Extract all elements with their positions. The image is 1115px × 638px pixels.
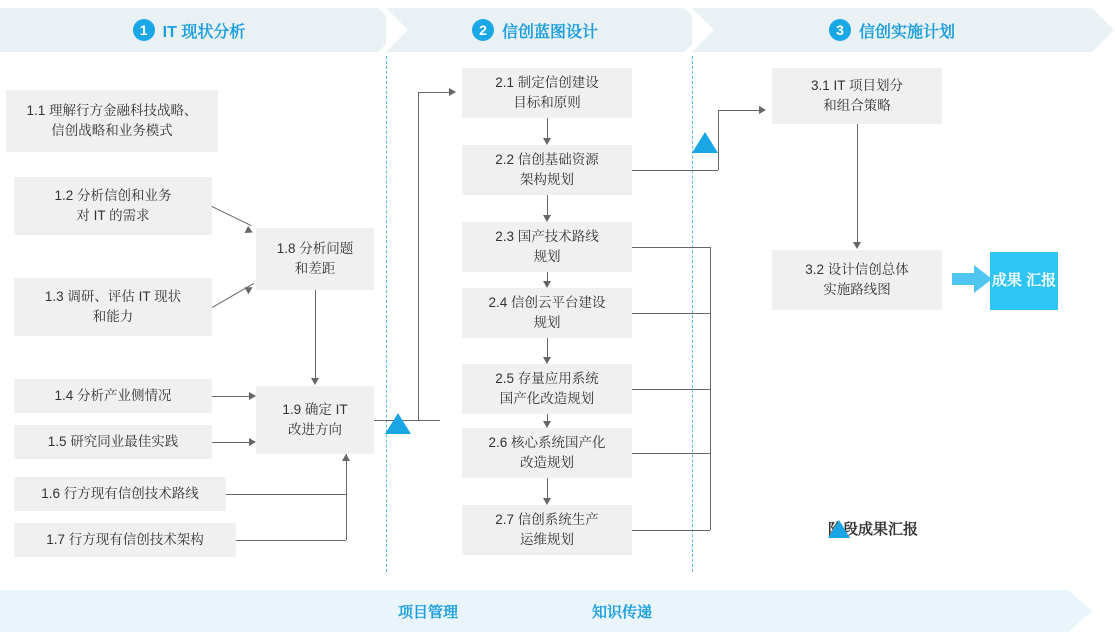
task-2-1-line-2: 目标和原则 xyxy=(513,95,581,110)
legend xyxy=(828,518,918,539)
arrowhead-1-8-to-1-9 xyxy=(311,378,319,385)
phase-2-notch xyxy=(386,8,408,52)
phase-header-2 xyxy=(386,8,684,52)
phase-3-tip xyxy=(1092,8,1114,52)
phase-label-3: 信创实施计划 xyxy=(858,23,955,41)
phase-header-3 xyxy=(692,8,1092,52)
task-2-4-line-1: 2.4 信创云平台建设 xyxy=(488,295,606,311)
arrowhead-2-3-to-2-4 xyxy=(543,281,551,288)
connector-2-4-to-2-5 xyxy=(547,338,548,357)
task-1-7-label: 1.7 行方现有信创技术架构 xyxy=(46,532,204,548)
task-box-2-1[interactable] xyxy=(462,68,632,118)
arrowhead-2-2-to-2-3 xyxy=(543,215,551,222)
connector-to-2-1-h xyxy=(418,92,450,93)
task-box-1-7[interactable] xyxy=(14,523,236,557)
task-1-3-line-1: 1.3 调研、评估 IT 现状 xyxy=(44,289,182,305)
task-box-1-1[interactable] xyxy=(6,90,218,152)
phase-label-2: 信创蓝图设计 xyxy=(501,23,598,41)
bottom-band xyxy=(0,590,1115,632)
stub-2-4-right xyxy=(632,313,710,314)
task-2-4-line-2: 规划 xyxy=(533,315,561,330)
task-box-2-2[interactable] xyxy=(462,145,632,195)
task-1-4-label: 1.4 分析产业侧情况 xyxy=(54,388,172,404)
connector-1-8-to-1-9 xyxy=(315,290,316,378)
task-box-2-3[interactable] xyxy=(462,222,632,272)
phase-number-3: 3 xyxy=(829,19,851,41)
task-2-2-line-2: 架构规划 xyxy=(520,172,574,187)
phase-number-1: 1 xyxy=(133,19,155,41)
arrowhead-1-5-to-1-9 xyxy=(249,438,256,446)
legend-label: 阶段成果汇报 xyxy=(828,521,919,538)
phase-header-band xyxy=(0,8,1115,52)
task-box-1-8[interactable] xyxy=(256,228,374,290)
task-2-6-line-2: 改造规划 xyxy=(520,455,574,470)
milestone-triangle-phase2 xyxy=(692,132,718,153)
phase-3-notch xyxy=(692,8,714,52)
connector-2-3-to-2-4 xyxy=(547,272,548,281)
phase2-bus-vertical-lower xyxy=(710,247,711,530)
arrowhead-3-1-to-3-2 xyxy=(853,242,861,249)
stub-2-2-right xyxy=(632,170,718,171)
task-2-5-line-1: 2.5 存量应用系统 xyxy=(495,371,599,387)
task-box-2-5[interactable] xyxy=(462,364,632,414)
arrowhead-2-4-to-2-5 xyxy=(543,357,551,364)
task-2-5-line-2: 国产化改造规划 xyxy=(499,391,595,406)
task-1-1-line-2: 信创战略和业务模式 xyxy=(51,123,173,138)
arrowhead-1-3-to-1-8 xyxy=(244,284,254,294)
task-1-8-line-1: 1.8 分析问题 xyxy=(276,241,354,257)
task-1-9-line-1: 1.9 确定 IT xyxy=(282,402,348,418)
stub-2-3-right xyxy=(632,247,710,248)
task-box-1-5[interactable] xyxy=(14,425,212,459)
connector-3-1-to-3-2 xyxy=(857,124,858,242)
task-3-2-line-2: 实施路线图 xyxy=(823,282,891,297)
task-box-1-2[interactable] xyxy=(14,177,212,235)
connector-to-3-1-h xyxy=(718,110,760,111)
task-box-1-3[interactable] xyxy=(14,278,212,336)
arrowhead-1-4-to-1-9 xyxy=(249,392,256,400)
phase-header-1 xyxy=(0,8,378,52)
task-2-7-line-2: 运维规划 xyxy=(520,532,574,547)
task-1-9-line-2: 改进方向 xyxy=(287,422,342,437)
task-box-2-4[interactable] xyxy=(462,288,632,338)
task-1-3-line-2: 和能力 xyxy=(92,309,134,324)
result-arrow-icon xyxy=(952,262,992,301)
task-2-1-line-1: 2.1 制定信创建设 xyxy=(495,75,599,91)
task-3-1-line-1: 3.1 IT 项目划分 xyxy=(810,78,904,94)
phase2-bus-vertical-upper xyxy=(718,110,719,170)
phase-number-2: 2 xyxy=(472,19,494,41)
task-box-1-4[interactable] xyxy=(14,379,212,413)
bottom-band-tip xyxy=(1068,590,1092,632)
arrowhead-1-2-to-1-8 xyxy=(245,226,255,236)
connector-2-2-to-2-3 xyxy=(547,195,548,215)
stub-2-5-right xyxy=(632,389,710,390)
connector-1-7-horizontal xyxy=(236,540,346,541)
task-2-6-line-1: 2.6 核心系统国产化 xyxy=(488,435,606,451)
arrowhead-2-6-to-2-7 xyxy=(543,498,551,505)
phase-divider-1 xyxy=(386,56,387,572)
connector-1-6-horizontal xyxy=(226,494,346,495)
connector-1-4-to-1-9 xyxy=(212,396,250,397)
connector-1-7-vertical xyxy=(346,494,347,540)
connector-1-5-to-1-9 xyxy=(212,442,250,443)
arrowhead-2-1-to-2-2 xyxy=(543,138,551,145)
result-line-1: 成果 xyxy=(991,272,1022,290)
task-1-1-line-1: 1.1 理解行方金融科技战略、 xyxy=(26,103,198,119)
task-2-7-line-1: 2.7 信创系统生产 xyxy=(495,512,599,528)
phase-label-1: IT 现状分析 xyxy=(162,23,246,41)
connector-2-1-to-2-2 xyxy=(547,118,548,138)
task-3-1-line-2: 和组合策略 xyxy=(823,98,891,113)
task-box-2-6[interactable] xyxy=(462,428,632,478)
bottom-band-body xyxy=(0,590,1068,632)
connector-2-5-to-2-6 xyxy=(547,414,548,421)
connector-1-2-to-1-8 xyxy=(212,206,252,226)
result-callout xyxy=(990,252,1058,310)
task-1-8-line-2: 和差距 xyxy=(294,261,336,276)
task-box-2-7[interactable] xyxy=(462,505,632,555)
task-2-2-line-1: 2.2 信创基础资源 xyxy=(495,152,599,168)
bottom-band-item-2: 知识传递 xyxy=(592,604,653,621)
result-line-2: 汇报 xyxy=(1026,272,1057,290)
arrowhead-2-5-to-2-6 xyxy=(543,421,551,428)
task-1-2-line-1: 1.2 分析信创和业务 xyxy=(54,188,172,204)
task-1-5-label: 1.5 研究同业最佳实践 xyxy=(47,434,179,450)
arrowhead-to-3-1 xyxy=(759,106,766,114)
task-box-1-6[interactable] xyxy=(14,477,226,511)
task-2-3-line-1: 2.3 国产技术路线 xyxy=(495,229,599,245)
connector-2-6-to-2-7 xyxy=(547,478,548,498)
task-2-3-line-2: 规划 xyxy=(533,249,561,264)
stub-2-7-right xyxy=(632,530,710,531)
task-3-2-line-1: 3.2 设计信创总体 xyxy=(805,262,909,278)
stub-2-6-right xyxy=(632,453,710,454)
task-box-3-2[interactable] xyxy=(772,250,942,310)
arrowhead-to-2-1 xyxy=(449,88,456,96)
task-1-2-line-2: 对 IT 的需求 xyxy=(76,208,150,223)
connector-1-9-to-phase2-v xyxy=(418,92,419,420)
task-1-6-label: 1.6 行方现有信创技术路线 xyxy=(41,486,199,502)
task-box-3-1[interactable] xyxy=(772,68,942,124)
task-box-1-9[interactable] xyxy=(256,386,374,454)
triangle-up-icon xyxy=(828,520,850,538)
arrowhead-1-6-to-1-9 xyxy=(342,454,350,461)
bottom-band-item-1: 项目管理 xyxy=(398,604,459,621)
milestone-triangle-phase1 xyxy=(385,413,411,434)
